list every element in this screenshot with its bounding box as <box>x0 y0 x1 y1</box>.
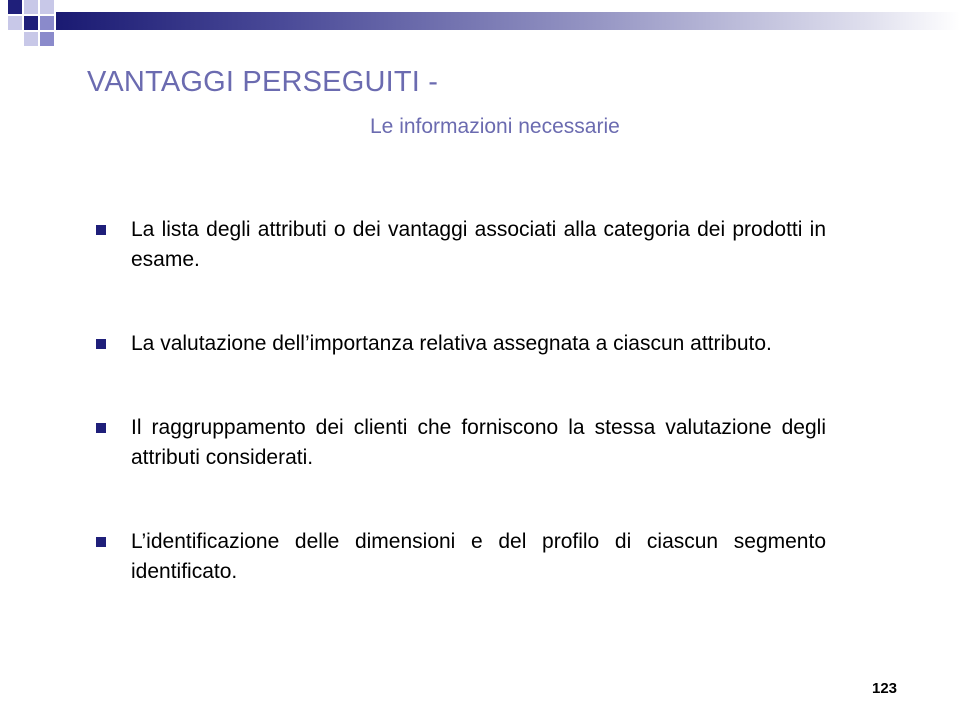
bullet-text: La lista degli attributi o dei vantaggi associati alla categoria dei prodotti in esame. <box>131 218 826 271</box>
bullet-item <box>96 329 826 359</box>
bullet-list <box>96 215 826 587</box>
bullet-text: La valutazione dell’importanza relativa assegnata a ciascun attributo. <box>131 332 772 355</box>
corner-square-decoration <box>40 0 54 14</box>
corner-square-decoration <box>24 16 38 30</box>
bullet-item <box>96 413 826 473</box>
corner-square-decoration <box>8 16 22 30</box>
square-bullet-icon <box>96 225 106 235</box>
slide-subtitle: Le informazioni necessarie <box>370 115 620 138</box>
bullet-item <box>96 527 826 587</box>
page-number: 123 <box>872 680 898 697</box>
square-bullet-icon <box>96 537 106 547</box>
bullet-text: Il raggruppamento dei clienti che forniscono la stessa valutazione degli attributi considerati. <box>131 416 826 469</box>
corner-square-decoration <box>24 0 38 14</box>
slide-title: VANTAGGI PERSEGUITI - <box>87 66 439 98</box>
corner-square-decoration <box>24 32 38 46</box>
bullet-item <box>96 215 826 275</box>
square-bullet-icon <box>96 339 106 349</box>
corner-square-decoration <box>40 32 54 46</box>
corner-square-decoration <box>8 0 22 14</box>
corner-square-decoration <box>40 16 54 30</box>
header-gradient-bar <box>56 12 960 30</box>
square-bullet-icon <box>96 423 106 433</box>
bullet-text: L’identificazione delle dimensioni e del profilo di ciascun segmento identificato. <box>131 530 826 583</box>
